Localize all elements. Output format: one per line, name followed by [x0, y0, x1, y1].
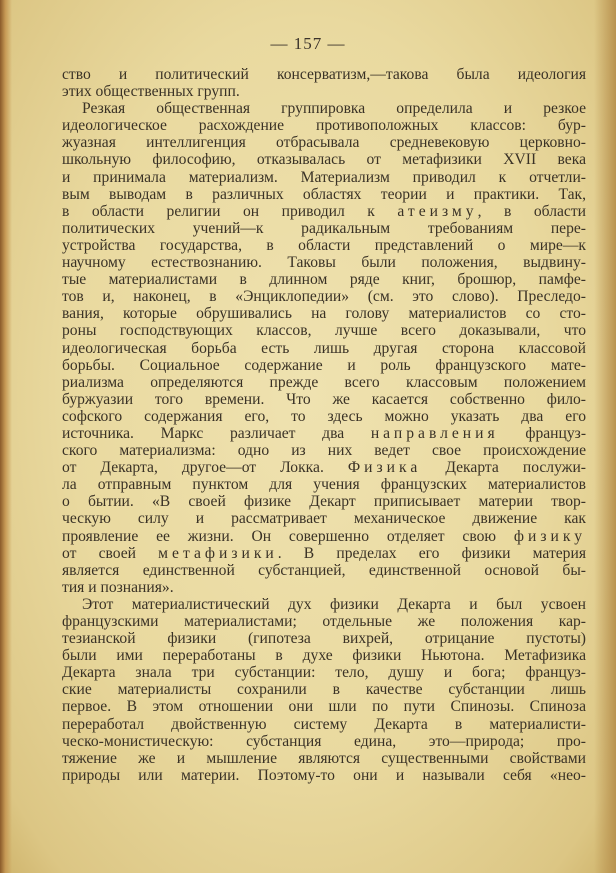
page-right-edge [594, 0, 616, 873]
text-segment: школьную философию, отказывалась от метафизики XVII века [62, 151, 586, 169]
text-segment: вым выводам в различных областях теории и практики. Так, [62, 185, 586, 203]
text-line [62, 579, 586, 596]
text-segment: тезианской физики (гипотеза вихрей, отрицание пустоты) [62, 630, 586, 648]
text-line [62, 459, 586, 476]
text-line [62, 237, 586, 254]
text-line [62, 220, 586, 237]
text-line [62, 391, 586, 408]
text-line [62, 562, 586, 579]
text-line [62, 151, 586, 168]
text-line [62, 664, 586, 681]
page-number: — 157 — [270, 34, 346, 53]
text-line [62, 322, 586, 339]
text-segment: были ими переработаны в духе физики Ньютона. Метафизика [62, 647, 586, 665]
text-segment: этих общественных групп. [62, 83, 240, 101]
text-segment: проявление ее жизни. Он совершенно отделяет свою [62, 527, 514, 545]
text-segment: политических учений—к радикальным требованиям пере- [62, 219, 586, 237]
text-line [62, 630, 586, 647]
text-segment: жуазная интеллигенция отбрасывала средневековую церковно- [62, 134, 586, 152]
text-line [62, 698, 586, 715]
text-segment: ские материалисты сохранили в качестве субстанции лишь [62, 681, 586, 699]
text-line [62, 750, 586, 767]
text-segment: ческую силу и рассматривает механическое движение как [62, 510, 586, 528]
text-segment: Этот материалистический дух физики Декарта и был усвоен [82, 595, 586, 613]
text-segment: от Декарта, другое—от Локка. [62, 459, 348, 477]
text-segment: источника. Маркс различает два [62, 424, 371, 442]
text-segment: Декарта знала три субстанции: тело, душу и бога; француз- [62, 664, 586, 682]
text-segment: тые материалистами в длинном ряде книг, брошюр, памфе- [62, 271, 586, 289]
text-segment: тяжение же и мышление являются существенными свойствами [62, 749, 586, 767]
text-line [62, 83, 586, 100]
text-segment: Декарта послужи- [421, 459, 586, 477]
page-body-text [62, 66, 586, 784]
text-line [62, 476, 586, 493]
page-binding-edge [0, 0, 12, 873]
text-line [62, 288, 586, 305]
text-line [62, 425, 586, 442]
text-segment: софского содержания его, то здесь можно указать два его [62, 407, 586, 425]
text-segment: тов и, наконец, в «Энциклопедии» (см. это слово). Преследо- [62, 288, 586, 306]
text-segment: переработал двойственную систему Декарта в материалисти- [62, 715, 586, 733]
text-segment: французскими материалистами; отдельные же положения кар- [62, 613, 586, 630]
text-line [62, 613, 586, 630]
text-segment: первое. В этом отношении они шли по пути Спинозы. Спиноза [62, 698, 586, 716]
text-line [62, 254, 586, 271]
text-segment: буржуазии того времени. Что же касается собственно фило- [62, 390, 586, 408]
text-line [62, 647, 586, 664]
text-segment: ла отправным пунктом для учения французских материалистов [62, 476, 586, 494]
text-line [62, 716, 586, 733]
text-line [62, 596, 586, 613]
spaced-emphasis-text: атеизму [397, 202, 478, 220]
text-segment: в области религии он приводил к [62, 202, 398, 220]
text-line [62, 767, 586, 784]
text-segment: идеологическая борьба есть лишь другая сторона классовой [62, 339, 586, 357]
text-line [62, 733, 586, 750]
spaced-emphasis-text: физику [513, 527, 586, 545]
text-segment: Резкая общественная группировка определила и резкое [82, 100, 586, 118]
text-segment: является единственной субстанцией, единственной основой бы- [62, 561, 586, 579]
text-segment: , в области [477, 202, 586, 220]
text-segment: от своей [62, 544, 159, 562]
text-line [62, 203, 586, 220]
text-line [62, 271, 586, 288]
text-line [62, 442, 586, 459]
text-line [62, 493, 586, 510]
spaced-emphasis-text: направления [370, 424, 499, 442]
text-segment: о бытии. «В своей физике Декарт приписывает материи твор- [62, 493, 586, 511]
spaced-emphasis-text: Физика [347, 459, 422, 477]
text-segment: француз- [498, 424, 587, 442]
text-segment: и принимала материализм. Материализм приводил к отчетли- [62, 168, 586, 186]
text-line [62, 117, 586, 134]
text-line [62, 528, 586, 545]
text-segment: . В пределах его физики материя [277, 544, 586, 562]
text-line [62, 186, 586, 203]
text-segment: ческо-монистическую: субстанция едина, это—природа; про- [62, 732, 586, 750]
text-line [62, 66, 586, 83]
text-line [62, 681, 586, 698]
spaced-emphasis-text: метафизики [158, 544, 278, 562]
text-segment: риализма определяются прежде всего классовым положением [62, 373, 586, 391]
text-segment: вания, которые обрушивались на голову материалистов со сто- [62, 305, 586, 323]
text-line [62, 510, 586, 527]
text-segment: ского материализма: одно из них ведет свое происхождение [62, 442, 586, 460]
text-segment: идеологическое расхождение противоположных классов: бур- [62, 117, 586, 135]
text-line [62, 100, 586, 117]
text-segment: научному естествознанию. Таковы были положения, выдвину- [62, 254, 586, 272]
text-line [62, 340, 586, 357]
text-line [62, 408, 586, 425]
text-line [62, 374, 586, 391]
text-line [62, 545, 586, 562]
text-segment: борьбы. Социальное содержание и роль французского мате- [62, 356, 586, 374]
text-line [62, 305, 586, 322]
text-segment: тия и познания». [62, 578, 174, 596]
text-line [62, 134, 586, 151]
text-line [62, 169, 586, 186]
text-segment: ство и политический консерватизм,—такова была идеология [62, 66, 586, 83]
text-segment: устройства государства, в области представлений о мире—к [62, 236, 586, 254]
text-segment: природы или материи. Поэтому-то они и называли себя «нео- [62, 766, 586, 784]
text-line [62, 357, 586, 374]
text-segment: роны господствующих классов, лучше всего доказывали, что [62, 322, 586, 340]
